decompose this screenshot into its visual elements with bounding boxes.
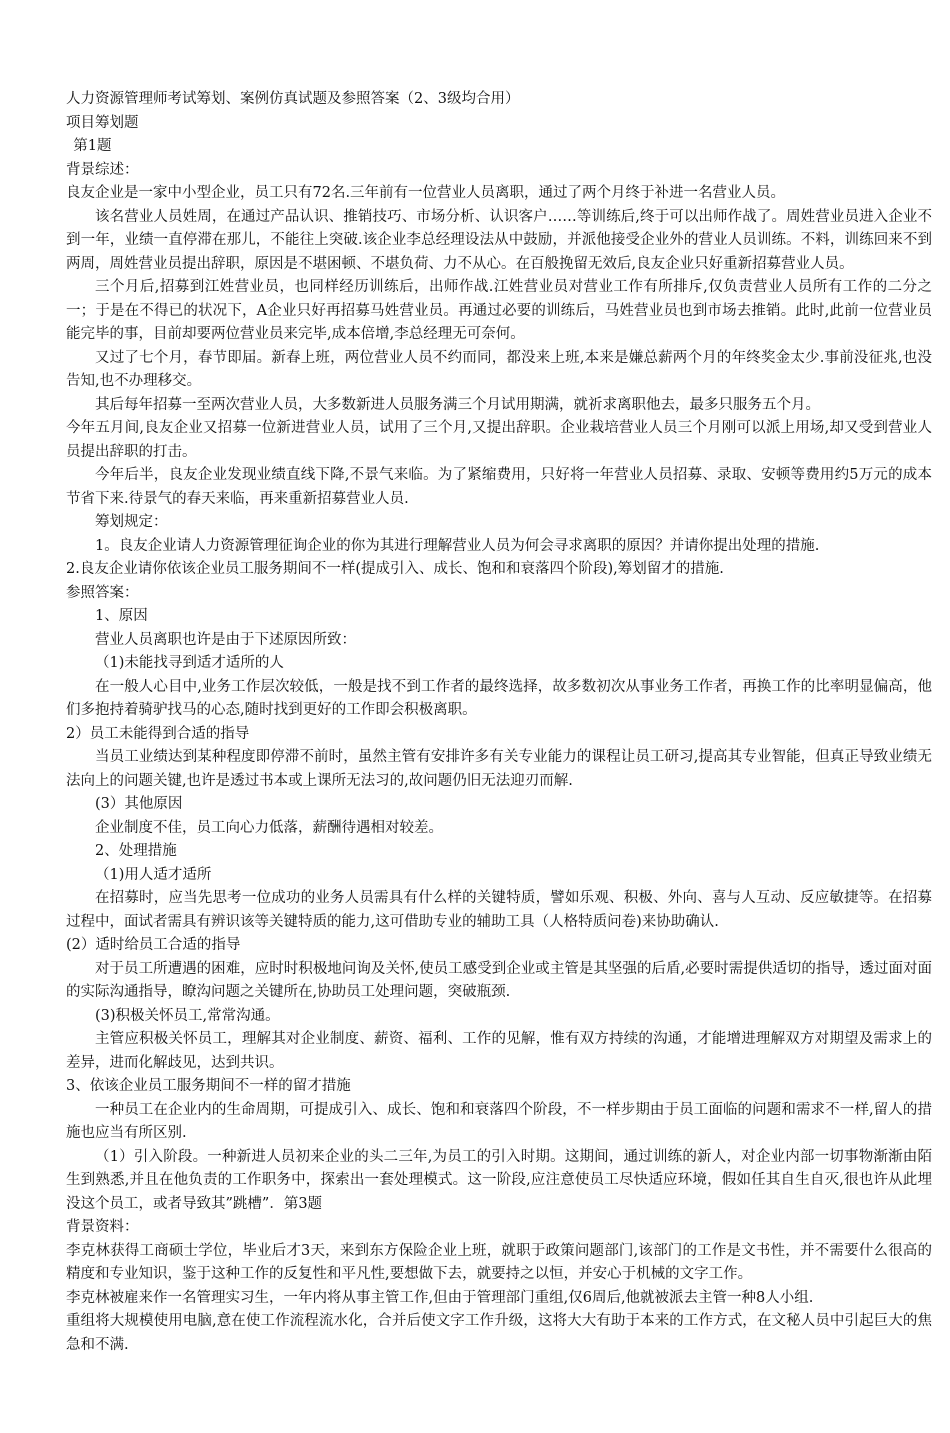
paragraph: 企业制度不佳，员工向心力低落，薪酬待遇相对较差。 [95, 819, 443, 836]
paragraph: 在招募时，应当先思考一位成功的业务人员需具有什么样的关键特质，譬如乐观、积极、外向、喜与人互动、反应敏捷等。在招募过程中，面试者需具有辨识该等关键特质的能力,这可借助专业的辅助工具（人格特质问卷)来协助确认. [66, 890, 932, 930]
paragraph: 主管应积极关怀员工，理解其对企业制度、薪资、福利、工作的见解，惟有双方持续的沟通，才能增进理解双方对期望及需求上的差异，进而化解歧见，达到共识。 [66, 1031, 932, 1071]
answer-subheading: (3)积极关怀员工,常常沟通。 [95, 1007, 280, 1024]
answer-subheading: (2）适时给员工合适的指导 [66, 937, 241, 953]
paragraph: 李克林被雇来作一名管理实习生，一年内将从事主管工作,但由于管理部门重组,仅6周后,他就被派去主管一种8人小组. [66, 1289, 814, 1306]
paragraph: 一种员工在企业内的生命周期，可提成引入、成长、饱和和衰落四个阶段，不一样步期由于员工面临的问题和需求不一样,留人的措施也应当有所区别. [66, 1101, 932, 1141]
background-label: 背景资料： [66, 1219, 139, 1235]
answer-heading: 1、原因 [95, 608, 148, 624]
paragraph: 当员工业绩达到某种程度即停滞不前时，虽然主管有安排许多有关专业能力的课程让员工研习,提高其专业智能，但真正导致业绩无法向上的问题关键,也许是透过书本或上课所无法习的,故问题仍旧无法迎刃而解. [66, 749, 932, 789]
paragraph: 又过了七个月，春节即届。新春上班，两位营业人员不约而同，都没来上班,本来是嫌总薪两个月的年终奖金太少.事前没征兆,也没告知,也不办理移交。 [66, 349, 932, 389]
requirement-item: 2.良友企业请你依该企业员工服务期间不一样(提成引入、成长、饱和和衰落四个阶段),筹划留才的措施. [66, 561, 724, 577]
paragraph: 在一般人心目中,业务工作层次较低，一般是找不到工作者的最终选择，故多数初次从事业务工作者，再换工作的比率明显偏高，他们多抱持着骑驴找马的心态,随时找到更好的工作即会积极离职。 [66, 678, 932, 718]
paragraph: 对于员工所遭遇的困难，应时时积极地问询及关怀,使员工感受到企业或主管是其坚强的后盾,必要时需提供适切的指导，透过面对面的实际沟通指导，瞭沟问题之关键所在,协助员工处理问题，突破瓶颈. [66, 960, 932, 1000]
paragraph: 三个月后,招募到江姓营业员，也同样经历训练后，出师作战.江姓营业员对营业工作有所排斥,仅负责营业人员所有工作的二分之一；于是在不得已的状况下，A企业只好再招募马姓营业员。再通过必要的训练后，马姓营业员也到市场去推销。此时,此前一位营业员能完毕的事，目前却要两位营业员来完毕,成本倍增,李总经理无可奈何。 [66, 279, 932, 342]
answer-label: 参照答案： [66, 584, 139, 601]
paragraph: 李克林获得工商硕士学位，毕业后才3天，来到东方保险企业上班，就职于政策问题部门,该部门的工作是文书性，并不需要什么很高的精度和专业知识，鉴于这种工作的反复性和平凡性,要想做下去，就要持之以恒，并安心于机械的文字工作。 [66, 1242, 932, 1282]
answer-heading: 3、依该企业员工服务期间不一样的留才措施 [66, 1078, 351, 1094]
question-number: 第1题 [73, 138, 112, 154]
paragraph: 良友企业是一家中小型企业，员工只有72名.三年前有一位营业人员离职，通过了两个月终于补进一名营业人员。 [66, 185, 786, 201]
requirement-item: 1。良友企业请人力资源管理征询企业的你为其进行理解营业人员为何会寻求离职的原因？并请你提出处理的措施. [95, 537, 820, 554]
background-label: 背景综述： [66, 161, 139, 178]
answer-subheading: (3）其他原因 [95, 796, 183, 812]
answer-heading: 2、处理措施 [95, 843, 177, 859]
paragraph: （1）引入阶段。一种新进人员初来企业的头二三年,为员工的引入时期。这期间，通过训练的新人，对企业内部一切事物渐渐由陌生到熟悉,并且在他负责的工作职务中，探索出一套处理模式。这一阶段,应注意使员工尽快适应环境，假如任其自生自灭,很也许从此埋没这个员工，或者导致其”跳槽”．第3题 [66, 1148, 932, 1212]
paragraph: 今年后半，良友企业发现业绩直线下降,不景气来临。为了紧缩费用，只好将一年营业人员招募、录取、安顿等费用约5万元的成本节省下来.待景气的春天来临，再来重新招募营业人员. [66, 467, 932, 507]
answer-subheading: （1)未能找寻到适才适所的人 [95, 655, 284, 671]
paragraph: 营业人员离职也许是由于下述原因所致： [95, 631, 356, 648]
document-title: 人力资源管理师考试筹划、案例仿真试题及参照答案（2、3级均合用） [66, 91, 520, 107]
paragraph: 今年五月间,良友企业又招募一位新进营业人员，试用了三个月,又提出辞职。企业栽培营业人员三个月刚可以派上用场,却又受到营业人员提出辞职的打击。 [66, 420, 932, 460]
section-heading: 项目筹划题 [66, 114, 139, 131]
paragraph: 其后每年招募一至两次营业人员，大多数新进人员服务满三个月试用期满，就祈求离职他去，最多只服务五个月。 [95, 396, 820, 413]
paragraph: 重组将大规模使用电脑,意在使工作流程流水化，合并后使文字工作升级，这将大大有助于本来的工作方式，在文秘人员中引起巨大的焦急和不满. [66, 1313, 932, 1353]
answer-subheading: 2）员工未能得到合适的指导 [66, 725, 250, 742]
requirements-label: 筹划规定： [95, 514, 168, 530]
paragraph: 该名营业人员姓周，在通过产品认识、推销技巧、市场分析、认识客户……等训练后,终于可以出师作战了。周姓营业员进入企业不到一年，业绩一直停滞在那儿，不能往上突破.该企业李总经理设法从中鼓励，并派他接受企业外的营业人员训练。不料，训练回来不到两周，周姓营业员提出辞职，原因是不堪困顿、不堪负荷、力不从心。在百般挽留无效后,良友企业只好重新招募营业人员。 [66, 208, 932, 272]
answer-subheading: （1)用人适才适所 [95, 866, 212, 883]
